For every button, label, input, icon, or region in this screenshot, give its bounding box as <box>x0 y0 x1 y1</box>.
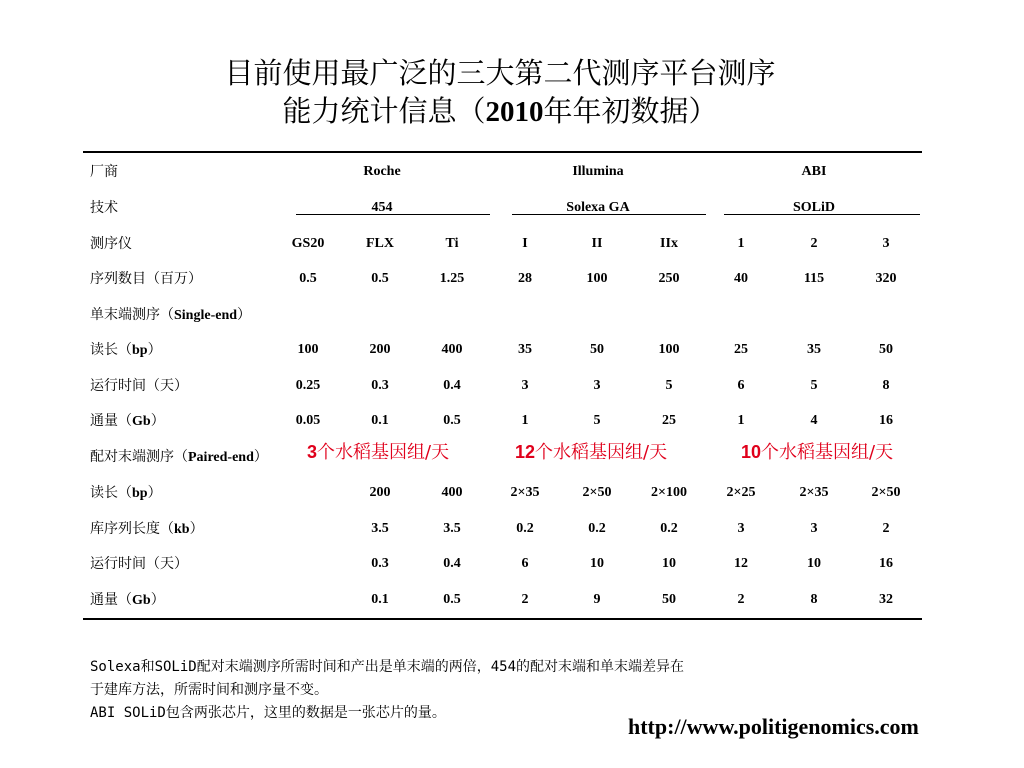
instrument-i: I <box>522 236 528 251</box>
instrument-label: 测序仪 <box>90 236 132 252</box>
pe-read-length-close: ） <box>147 485 162 501</box>
table-cell: 9 <box>593 592 601 607</box>
table-cell: 2×25 <box>726 485 756 500</box>
table-cell: 0.5 <box>443 413 461 428</box>
table-cell: 3.5 <box>371 521 389 536</box>
pe-read-length-cn: 读长（ <box>90 485 132 501</box>
table-cell: 0.2 <box>660 521 678 536</box>
se-throughput-cn: 通量（ <box>90 413 132 429</box>
reads-value: 0.5 <box>299 271 317 286</box>
paired-end-close: ） <box>253 449 268 465</box>
table-cell: 5 <box>593 413 601 428</box>
single-end-cn: 单末端测序（ <box>90 307 174 323</box>
table-cell: 0.2 <box>516 521 534 536</box>
table-cell: 8 <box>882 378 890 393</box>
reads-value: 100 <box>586 271 608 286</box>
table-cell: 6 <box>737 378 745 393</box>
table-top-rule <box>83 151 922 153</box>
instrument-flx: FLX <box>366 236 394 251</box>
table-cell: 35 <box>807 342 821 357</box>
footnote-line-2: 于建库方法，所需时间和测序量不变。 <box>90 682 328 698</box>
table-cell: 10 <box>662 556 676 571</box>
title-line-2-prefix: 能力统计信息（ <box>282 94 486 128</box>
vendor-roche: Roche <box>363 164 401 179</box>
table-cell: 10 <box>590 556 604 571</box>
table-cell: 2×100 <box>651 485 687 500</box>
pe-throughput-en: Gb <box>132 593 151 608</box>
reads-value: 40 <box>734 271 748 286</box>
table-cell: 100 <box>297 342 319 357</box>
paired-end-en: Paired-end <box>188 450 254 465</box>
tech-label: 技术 <box>90 200 118 216</box>
title-line-2 <box>0 92 1000 131</box>
table-cell: 200 <box>369 485 391 500</box>
table-cell: 5 <box>665 378 673 393</box>
single-end-section-label <box>90 297 251 333</box>
title-line-1: 目前使用最广泛的三大第二代测序平台测序 <box>224 56 776 90</box>
se-throughput-en: Gb <box>132 414 151 429</box>
table-cell: 0.2 <box>588 521 606 536</box>
annotation-roche <box>307 437 449 467</box>
instrument-1: 1 <box>737 236 745 251</box>
instrument-3: 3 <box>882 236 890 251</box>
slide-title <box>0 54 1000 131</box>
title-line-2-suffix: 年年初数据） <box>543 94 718 128</box>
pe-throughput-cn: 通量（ <box>90 592 132 608</box>
table-cell: 25 <box>734 342 748 357</box>
se-read-length-cn: 读长（ <box>90 342 132 358</box>
table-cell: 5 <box>810 378 818 393</box>
annotation-abi <box>741 437 893 467</box>
pe-insert-length-label <box>90 511 204 547</box>
table-cell: 200 <box>369 342 391 357</box>
table-cell: 2 <box>882 521 890 536</box>
table-cell: 100 <box>658 342 680 357</box>
reads-value: 250 <box>658 271 680 286</box>
table-cell: 3 <box>521 378 529 393</box>
single-end-en: Single-end <box>174 308 238 323</box>
table-cell: 3 <box>593 378 601 393</box>
table-cell: 0.3 <box>371 556 389 571</box>
table-cell: 16 <box>879 556 893 571</box>
reads-value: 28 <box>518 271 532 286</box>
table-cell: 3 <box>737 521 745 536</box>
table-cell: 2×35 <box>799 485 829 500</box>
reads-value: 1.25 <box>439 271 465 286</box>
table-cell: 35 <box>518 342 532 357</box>
table-cell: 8 <box>810 592 818 607</box>
table-cell: 0.5 <box>443 592 461 607</box>
se-run-time-cn: 运行时间（天） <box>90 378 188 394</box>
table-cell: 0.3 <box>371 378 389 393</box>
pe-read-length-label <box>90 475 162 511</box>
instrument-ti: Ti <box>445 236 459 251</box>
table-cell: 400 <box>441 342 463 357</box>
instrument-2: 2 <box>810 236 818 251</box>
table-cell: 50 <box>662 592 676 607</box>
se-read-length-close: ） <box>147 342 162 358</box>
table-cell: 0.1 <box>371 413 389 428</box>
se-throughput-label <box>90 403 165 439</box>
table-cell: 0.05 <box>295 413 321 428</box>
se-throughput-close: ） <box>150 413 165 429</box>
tech-solid: SOLiD <box>792 200 835 215</box>
footnote-line-3: ABI SOLiD包含两张芯片，这里的数据是一张芯片的量。 <box>90 705 446 721</box>
table-cell: 1 <box>521 413 529 428</box>
table-cell: 0.25 <box>295 378 321 393</box>
table-cell: 32 <box>879 592 893 607</box>
title-year: 2010 <box>485 96 544 128</box>
table-cell: 2 <box>737 592 745 607</box>
table-cell: 2×50 <box>871 485 901 500</box>
annotation-text: 个水稻基因组/天 <box>317 442 450 463</box>
annotation-text: 个水稻基因组/天 <box>761 442 894 463</box>
tech-454: 454 <box>371 200 393 215</box>
source-url[interactable]: http://www.politigenomics.com <box>628 714 919 739</box>
table-cell: 6 <box>521 556 529 571</box>
pe-throughput-close: ） <box>150 592 165 608</box>
pe-insert-length-en: kb <box>174 522 190 537</box>
vendor-label: 厂商 <box>90 164 118 180</box>
annotation-number: 10 <box>741 442 762 462</box>
pe-insert-length-close: ） <box>189 521 204 537</box>
se-run-time-label <box>90 368 188 404</box>
table-cell: 3.5 <box>443 521 461 536</box>
annotation-number: 12 <box>515 442 536 462</box>
tech-solexa: Solexa GA <box>566 200 630 215</box>
paired-end-cn: 配对末端测序（ <box>90 449 188 465</box>
table-cell: 0.4 <box>443 378 461 393</box>
footnote-line-1: Solexa和SOLiD配对末端测序所需时间和产出是单末端的两倍，454的配对末端和单末端差异在 <box>90 659 684 675</box>
paired-end-section-label <box>90 439 268 475</box>
table-bottom-rule <box>83 618 922 620</box>
table-cell: 400 <box>441 485 463 500</box>
vendor-abi: ABI <box>801 164 827 179</box>
table-cell: 50 <box>590 342 604 357</box>
table-cell: 1 <box>737 413 745 428</box>
pe-throughput-label <box>90 582 165 618</box>
se-read-length-label <box>90 332 162 368</box>
annotation-text: 个水稻基因组/天 <box>535 442 668 463</box>
reads-value: 320 <box>875 271 897 286</box>
table-cell: 12 <box>734 556 748 571</box>
table-cell: 4 <box>810 413 818 428</box>
annotation-illumina <box>515 437 667 467</box>
table-cell: 3 <box>810 521 818 536</box>
pe-run-time-label <box>90 546 188 582</box>
table-cell: 50 <box>879 342 893 357</box>
pe-run-time-cn: 运行时间（天） <box>90 556 188 572</box>
table-cell: 2 <box>521 592 529 607</box>
se-read-length-en: bp <box>132 343 148 358</box>
table-cell: 2×35 <box>510 485 540 500</box>
table-cell: 16 <box>879 413 893 428</box>
reads-label: 序列数目（百万） <box>90 271 202 287</box>
instrument-ii: II <box>591 236 603 251</box>
table-cell: 10 <box>807 556 821 571</box>
reads-value: 0.5 <box>371 271 389 286</box>
table-cell: 0.4 <box>443 556 461 571</box>
annotation-number: 3 <box>307 442 318 462</box>
table-cell: 2×50 <box>582 485 612 500</box>
pe-insert-length-cn: 库序列长度（ <box>90 521 174 537</box>
vendor-illumina: Illumina <box>572 164 624 179</box>
single-end-close: ） <box>237 307 252 323</box>
pe-read-length-en: bp <box>132 486 148 501</box>
reads-value: 115 <box>803 271 825 286</box>
table-cell: 25 <box>662 413 676 428</box>
table-cell: 0.1 <box>371 592 389 607</box>
instrument-gs20: GS20 <box>291 236 325 251</box>
instrument-iix: IIx <box>660 236 678 251</box>
